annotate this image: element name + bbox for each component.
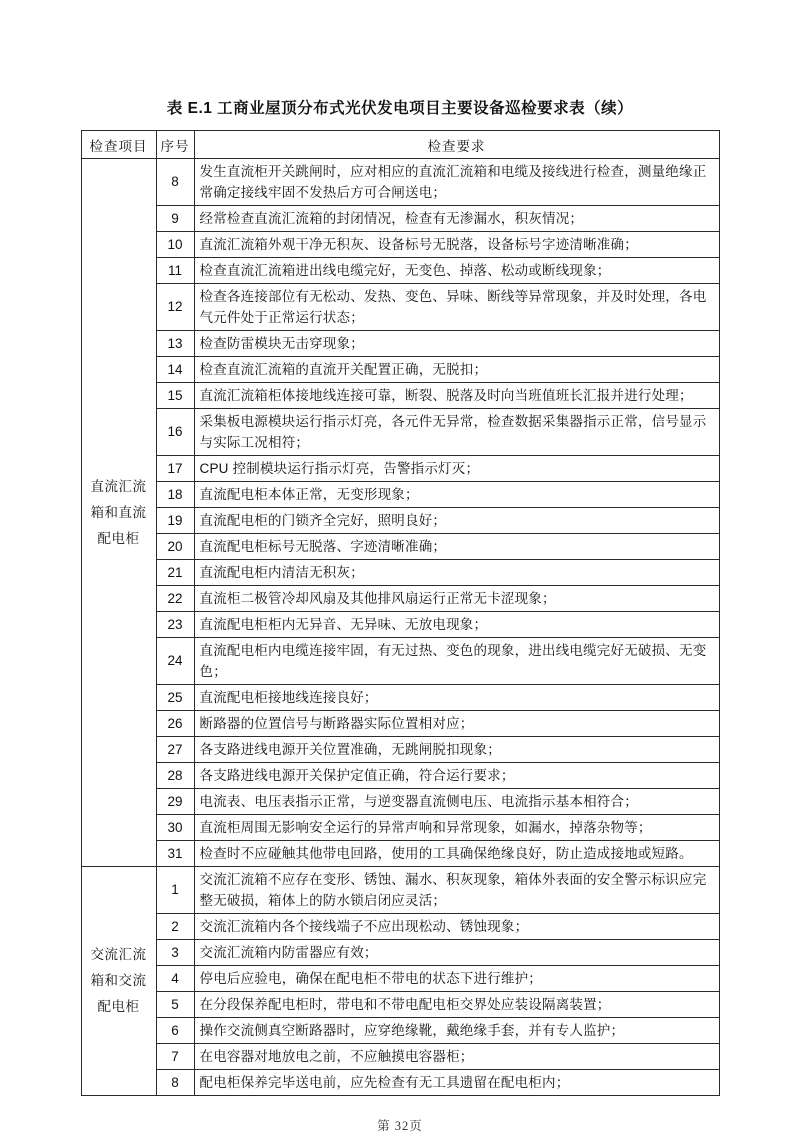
- requirement-cell: 直流柜二极管冷却风扇及其他排风扇运行正常无卡涩现象；: [194, 586, 719, 612]
- requirement-cell: 各支路进线电源开关位置准确，无跳闸脱扣现象；: [194, 737, 719, 763]
- row-number-cell: 28: [156, 763, 194, 789]
- requirement-cell: 直流汇流箱柜体接地线连接可靠，断裂、脱落及时向当班值班长汇报并进行处理；: [194, 383, 719, 409]
- row-number-cell: 26: [156, 711, 194, 737]
- row-number-cell: 8: [156, 1070, 194, 1096]
- page-number: 第 32页: [377, 1119, 423, 1133]
- table-row: [81, 685, 719, 711]
- requirement-cell: 直流配电柜内电缆连接牢固，有无过热、变色的现象，进出线电缆完好无破损、无变色；: [194, 638, 719, 685]
- table-row: [81, 232, 719, 258]
- row-number-cell: 20: [156, 534, 194, 560]
- table-row: [81, 206, 719, 232]
- row-number-cell: 18: [156, 482, 194, 508]
- table-row: [81, 763, 719, 789]
- requirement-cell: 停电后应验电，确保在配电柜不带电的状态下进行维护；: [194, 966, 719, 992]
- table-body: [81, 159, 719, 1096]
- row-number-cell: 9: [156, 206, 194, 232]
- requirement-cell: 交流汇流箱内防雷器应有效；: [194, 940, 719, 966]
- table-row: [81, 456, 719, 482]
- header-inspection-item: 检查项目: [81, 131, 156, 159]
- table-row: [81, 1044, 719, 1070]
- row-number-cell: 2: [156, 914, 194, 940]
- requirement-cell: 直流柜周围无影响安全运行的异常声响和异常现象，如漏水，掉落杂物等；: [194, 815, 719, 841]
- row-number-cell: 29: [156, 789, 194, 815]
- row-number-cell: 22: [156, 586, 194, 612]
- row-number-cell: 31: [156, 841, 194, 867]
- inspection-item-cell: 交流汇流箱和交流配电柜: [81, 867, 156, 1096]
- table-row: [81, 383, 719, 409]
- requirement-cell: 在电容器对地放电之前，不应触摸电容器柜；: [194, 1044, 719, 1070]
- table-row: [81, 159, 719, 206]
- row-number-cell: 15: [156, 383, 194, 409]
- requirement-cell: 检查各连接部位有无松动、发热、变色、异味、断线等异常现象，并及时处理，各电气元件处于正常运行状态；: [194, 284, 719, 331]
- row-number-cell: 19: [156, 508, 194, 534]
- row-number-cell: 24: [156, 638, 194, 685]
- row-number-cell: 21: [156, 560, 194, 586]
- row-number-cell: 6: [156, 1018, 194, 1044]
- table-row: [81, 482, 719, 508]
- requirement-cell: 检查直流汇流箱进出线电缆完好，无变色、掉落、松动或断线现象；: [194, 258, 719, 284]
- table-row: [81, 940, 719, 966]
- row-number-cell: 7: [156, 1044, 194, 1070]
- requirement-cell: 操作交流侧真空断路器时，应穿绝缘靴，戴绝缘手套，并有专人监护；: [194, 1018, 719, 1044]
- row-number-cell: 13: [156, 331, 194, 357]
- table-row: [81, 914, 719, 940]
- requirement-cell: 在分段保养配电柜时，带电和不带电配电柜交界处应装设隔离装置；: [194, 992, 719, 1018]
- table-row: [81, 560, 719, 586]
- table-row: [81, 789, 719, 815]
- row-number-cell: 25: [156, 685, 194, 711]
- row-number-cell: 23: [156, 612, 194, 638]
- table-row: [81, 258, 719, 284]
- requirement-cell: 直流配电柜接地线连接良好；: [194, 685, 719, 711]
- row-number-cell: 16: [156, 409, 194, 456]
- table-row: [81, 284, 719, 331]
- requirement-cell: 检查时不应碰触其他带电回路，使用的工具确保绝缘良好，防止造成接地或短路。: [194, 841, 719, 867]
- requirement-cell: 直流配电柜柜内无异音、无异味、无放电现象；: [194, 612, 719, 638]
- table-row: [81, 992, 719, 1018]
- row-number-cell: 14: [156, 357, 194, 383]
- requirement-cell: 直流配电柜本体正常，无变形现象；: [194, 482, 719, 508]
- table-row: [81, 508, 719, 534]
- requirement-cell: 直流汇流箱外观干净无积灰、设备标号无脱落，设备标号字迹清晰准确；: [194, 232, 719, 258]
- requirement-cell: CPU 控制模块运行指示灯亮，告警指示灯灭；: [194, 456, 719, 482]
- table-row: [81, 737, 719, 763]
- row-number-cell: 27: [156, 737, 194, 763]
- inspection-item-cell: 直流汇流箱和直流配电柜: [81, 159, 156, 867]
- row-number-cell: 10: [156, 232, 194, 258]
- table-row: [81, 711, 719, 737]
- row-number-cell: 8: [156, 159, 194, 206]
- inspection-table: [81, 130, 720, 1096]
- row-number-cell: 3: [156, 940, 194, 966]
- table-row: [81, 612, 719, 638]
- requirement-cell: 交流汇流箱内各个接线端子不应出现松动、锈蚀现象；: [194, 914, 719, 940]
- row-number-cell: 1: [156, 867, 194, 914]
- table-title: 表 E.1 工商业屋顶分布式光伏发电项目主要设备巡检要求表（续）: [166, 100, 634, 117]
- table-row: [81, 841, 719, 867]
- requirement-cell: 配电柜保养完毕送电前，应先检查有无工具遗留在配电柜内；: [194, 1070, 719, 1096]
- table-row: [81, 1070, 719, 1096]
- table-row: [81, 331, 719, 357]
- requirement-cell: 电流表、电压表指示正常，与逆变器直流侧电压、电流指示基本相符合；: [194, 789, 719, 815]
- row-number-cell: 12: [156, 284, 194, 331]
- row-number-cell: 30: [156, 815, 194, 841]
- requirement-cell: 采集板电源模块运行指示灯亮，各元件无异常，检查数据采集器指示正常，信号显示与实际工况相符；: [194, 409, 719, 456]
- requirement-cell: 检查防雷模块无击穿现象；: [194, 331, 719, 357]
- table-row: [81, 815, 719, 841]
- table-row: [81, 534, 719, 560]
- requirement-cell: 发生直流柜开关跳闸时，应对相应的直流汇流箱和电缆及接线进行检查，测量绝缘正常确定接线牢固不发热后方可合闸送电；: [194, 159, 719, 206]
- requirement-cell: 断路器的位置信号与断路器实际位置相对应；: [194, 711, 719, 737]
- row-number-cell: 17: [156, 456, 194, 482]
- header-row: [81, 131, 719, 159]
- table-row: [81, 409, 719, 456]
- table-row: [81, 357, 719, 383]
- requirement-cell: 检查直流汇流箱的直流开关配置正确，无脱扣；: [194, 357, 719, 383]
- header-serial-number: 序号: [156, 131, 194, 159]
- row-number-cell: 4: [156, 966, 194, 992]
- table-row: [81, 586, 719, 612]
- table-row: [81, 966, 719, 992]
- requirement-cell: 直流配电柜标号无脱落、字迹清晰准确；: [194, 534, 719, 560]
- table-row: [81, 638, 719, 685]
- requirement-cell: 直流配电柜的门锁齐全完好，照明良好；: [194, 508, 719, 534]
- requirement-cell: 直流配电柜内清洁无积灰；: [194, 560, 719, 586]
- table-row: [81, 867, 719, 914]
- row-number-cell: 11: [156, 258, 194, 284]
- requirement-cell: 各支路进线电源开关保护定值正确，符合运行要求；: [194, 763, 719, 789]
- requirement-cell: 经常检查直流汇流箱的封闭情况，检查有无渗漏水，积灰情况；: [194, 206, 719, 232]
- row-number-cell: 5: [156, 992, 194, 1018]
- requirement-cell: 交流汇流箱不应存在变形、锈蚀、漏水、积灰现象，箱体外表面的安全警示标识应完整无破损，箱体上的防水锁启闭应灵活；: [194, 867, 719, 914]
- header-requirement: 检查要求: [194, 131, 719, 159]
- table-row: [81, 1018, 719, 1044]
